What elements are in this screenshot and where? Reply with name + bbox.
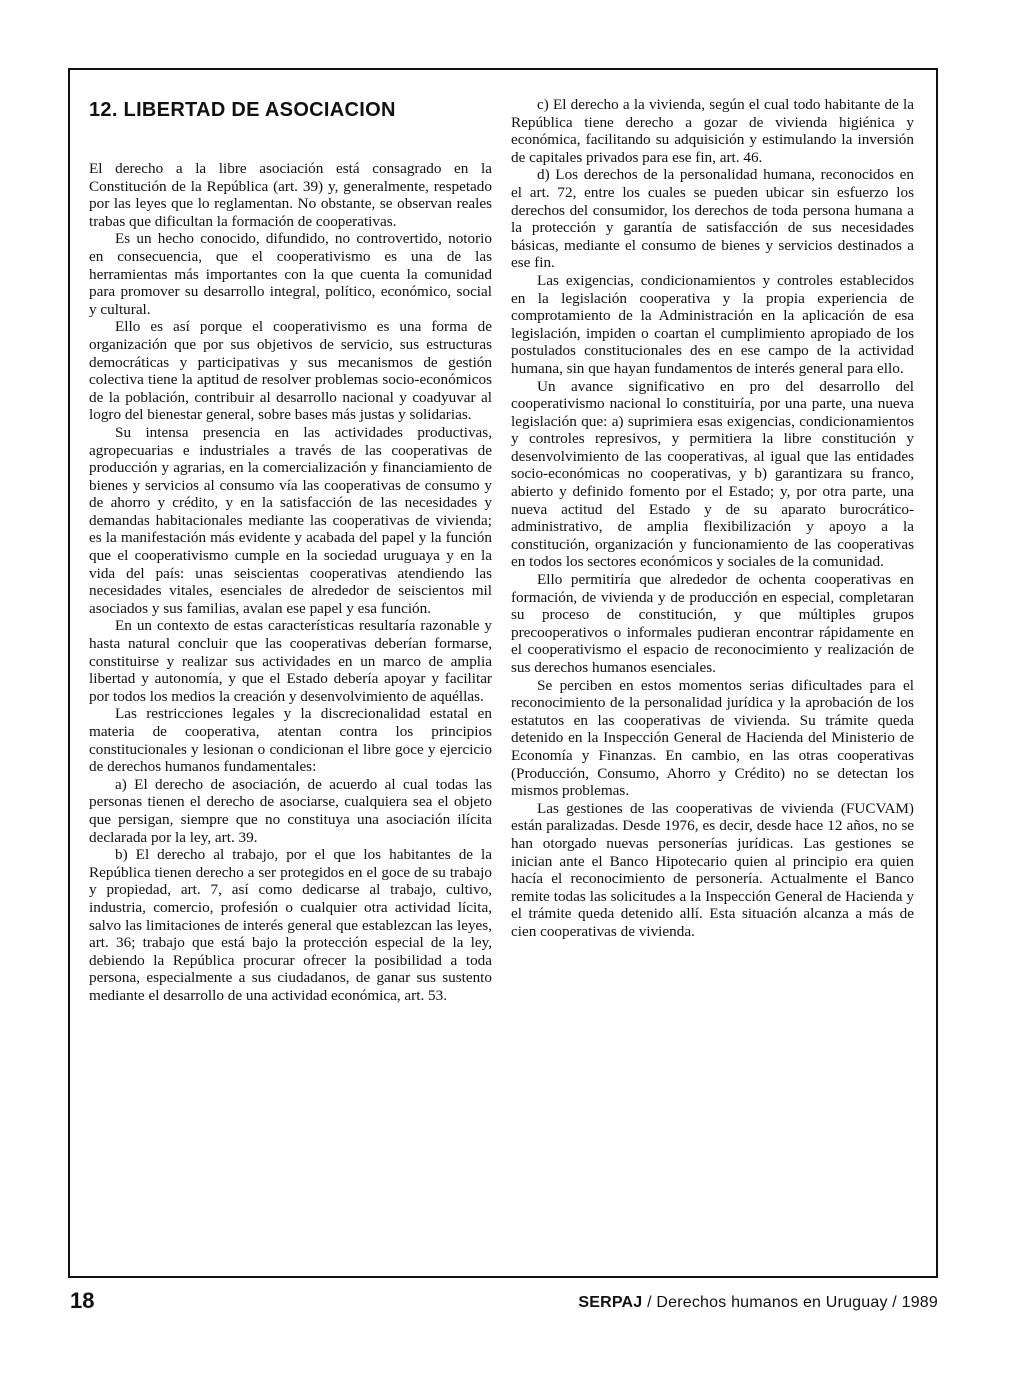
- footer-org: SERPAJ: [578, 1294, 643, 1311]
- section-heading: 12. LIBERTAD DE ASOCIACION: [89, 99, 396, 121]
- paragraph: Se perciben en estos momentos serias dificultades para el reconocimiento de la personalidad jurídica y la aprobación de los estatutos en las cooperativas de vivienda. Su trámite queda detenido en la Inspección General de Hacienda del Ministerio de Economía y Finanzas. En cambio, en las otras cooperativas (Producción, Consumo, Ahorro y Crédito) no se detectan los mismos problemas.: [511, 676, 914, 800]
- list-item: b) El derecho al trabajo, por el que los habitantes de la República tienen derecho a ser protegidos en el goce de su trabajo y propiedad, art. 7, así como dedicarse al trabajo, cultivo, industria, comercio, profesión o cualquier otra actividad lícita, salvo las limitaciones de interés general que establezcan las leyes, art. 36; trabajo que está bajo la protección especial de la ley, debiendo la República procurar ofrecer la posibilidad a toda persona, especialmente a sus ciudadanos, de ganar sus sustento mediante el desarrollo de una actividad económica, art. 53.: [89, 846, 492, 1004]
- list-item: d) Los derechos de la personalidad humana, reconocidos en el art. 72, entre los cuales se pueden ubicar sin esfuerzo los derechos del consumidor, los derechos de toda persona humana a la protección y garantía de satisfacción de sus necesidades básicas, mediante el consumo de bienes y servicios destinados a ese fin.: [511, 166, 914, 272]
- paragraph: Su intensa presencia en las actividades productivas, agropecuarias e industriales a través de las cooperativas de producción y agrarias, en la comercialización y financiamiento de bienes y servicios al consumo vía las cooperativas de consumo y de ahorro y crédito, y en la satisfacción de las necesidades y demandas habitacionales mediante las cooperativas de vivienda; es la manifestación más evidente y acabada del papel y la función que el cooperativismo cumple en la sociedad uruguaya y en la vida del país: unas seiscientas cooperativas atendiendo las necesidades vitales, esenciales de alrededor de seiscientos mil asociados y sus familias, avalan ese papel y esa función.: [89, 423, 492, 617]
- frame-left-rule: [68, 68, 70, 1278]
- paragraph: Las exigencias, condicionamientos y controles establecidos en la legislación cooperativa y la propia experiencia de comprotamiento de la Administración en la aplicación de esa legislación, impiden o coartan el cumplimiento apropiado de los postulados constitucionales des en ese campo de la actividad humana, sin que hayan fundamentos de interés general para ello.: [511, 271, 914, 377]
- paragraph: Las gestiones de las cooperativas de vivienda (FUCVAM) están paralizadas. Desde 1976, es decir, desde hace 12 años, no se han otorgado nuevas personerías jurídicas. Las gestiones se inician ante el Banco Hipotecario quien al principio era quien hacía el reconocimiento de personería. Actualmente el Banco remite todas las solicitudes a la Inspección General de Hacienda y el trámite queda detenido allí. Esta situación alcanza a más de cien cooperativas de vivienda.: [511, 799, 914, 940]
- right-column: [511, 96, 914, 941]
- page-number: 18: [70, 1288, 95, 1313]
- footer-title: / Derechos humanos en Uruguay / 1989: [642, 1294, 938, 1311]
- list-item: a) El derecho de asociación, de acuerdo al cual todas las personas tienen el derecho de asociarse, cualquiera sea el objeto que persigan, siempre que no constituya una asociación ilícita declarada por la ley, art. 39.: [89, 775, 492, 846]
- paragraph: Ello es así porque el cooperativismo es una forma de organización que por sus objetivos de servicio, sus estructuras democráticas y participativas y sus mecanismos de gestión colectiva tiene la aptitud de resolver problemas socio-económicos de la población, contribuir al desarrollo nacional y coadyuvar al logro del bienestar general, sobre bases más justas y solidarias.: [89, 318, 492, 424]
- bottom-rule: [68, 1276, 938, 1278]
- paragraph: Un avance significativo en pro del desarrollo del cooperativismo nacional lo constituiría, por una parte, una nueva legislación que: a) suprimiera esas exigencias, condicionamientos y controles represivos, y permitiera la libre constitución y desenvolvimiento de las cooperativas, al igual que las entidades socio-económicas no cooperativas, y b) garantizara su franco, abierto y definido fomento por el Estado; y, por otra parte, una nueva actitud del Estado y de su aparato burocrático-administrativo, de amplia flexibilización y apoyo a la constitución, organización y funcionamiento de las cooperativas en todos los sectores económicos y sociales de la comunidad.: [511, 377, 914, 571]
- list-item: c) El derecho a la vivienda, según el cual todo habitante de la República tiene derecho a gozar de vivienda higiénica y económica, facilitando su adquisición y estimulando la inversión de capitales privados para ese fin, art. 46.: [511, 96, 914, 166]
- paragraph: En un contexto de estas características resultaría razonable y hasta natural concluir que las cooperativas deberían formarse, constituirse y realizar sus actividades en un marco de amplia libertad y autonomía, y que el Estado debería apoyar y facilitar por todos los medios la creación y desenvolvimiento de aquéllas.: [89, 617, 492, 705]
- running-footer: [578, 1294, 938, 1312]
- paragraph: Es un hecho conocido, difundido, no controvertido, notorio en consecuencia, que el cooperativismo es una de las herramientas más importantes con la que cuenta la comunidad para promover su desarrollo integral, político, económico, social y cultural.: [89, 230, 492, 318]
- top-rule: [70, 68, 938, 70]
- paragraph: El derecho a la libre asociación está consagrado en la Constitución de la República (art. 39) y, generalmente, respetado por las leyes que lo reglamentan. No obstante, se observan reales trabas que dificultan la formación de cooperativas.: [89, 160, 492, 230]
- paragraph: Las restricciones legales y la discrecionalidad estatal en materia de cooperativa, atentan contra los principios constitucionales y lesionan o condicionan el libre goce y ejercicio de derechos humanos fundamentales:: [89, 705, 492, 776]
- left-column: [89, 98, 492, 1005]
- frame-right-rule: [936, 68, 938, 1278]
- paragraph: Ello permitiría que alrededor de ochenta cooperativas en formación, de vivienda y de producción en especial, completaran su proceso de constitución, y que múltiples grupos precooperativos o informales pudieran encontrar rápidamente en el cooperativismo el espacio de reconocimiento y realización de sus derechos humanos esenciales.: [511, 571, 914, 676]
